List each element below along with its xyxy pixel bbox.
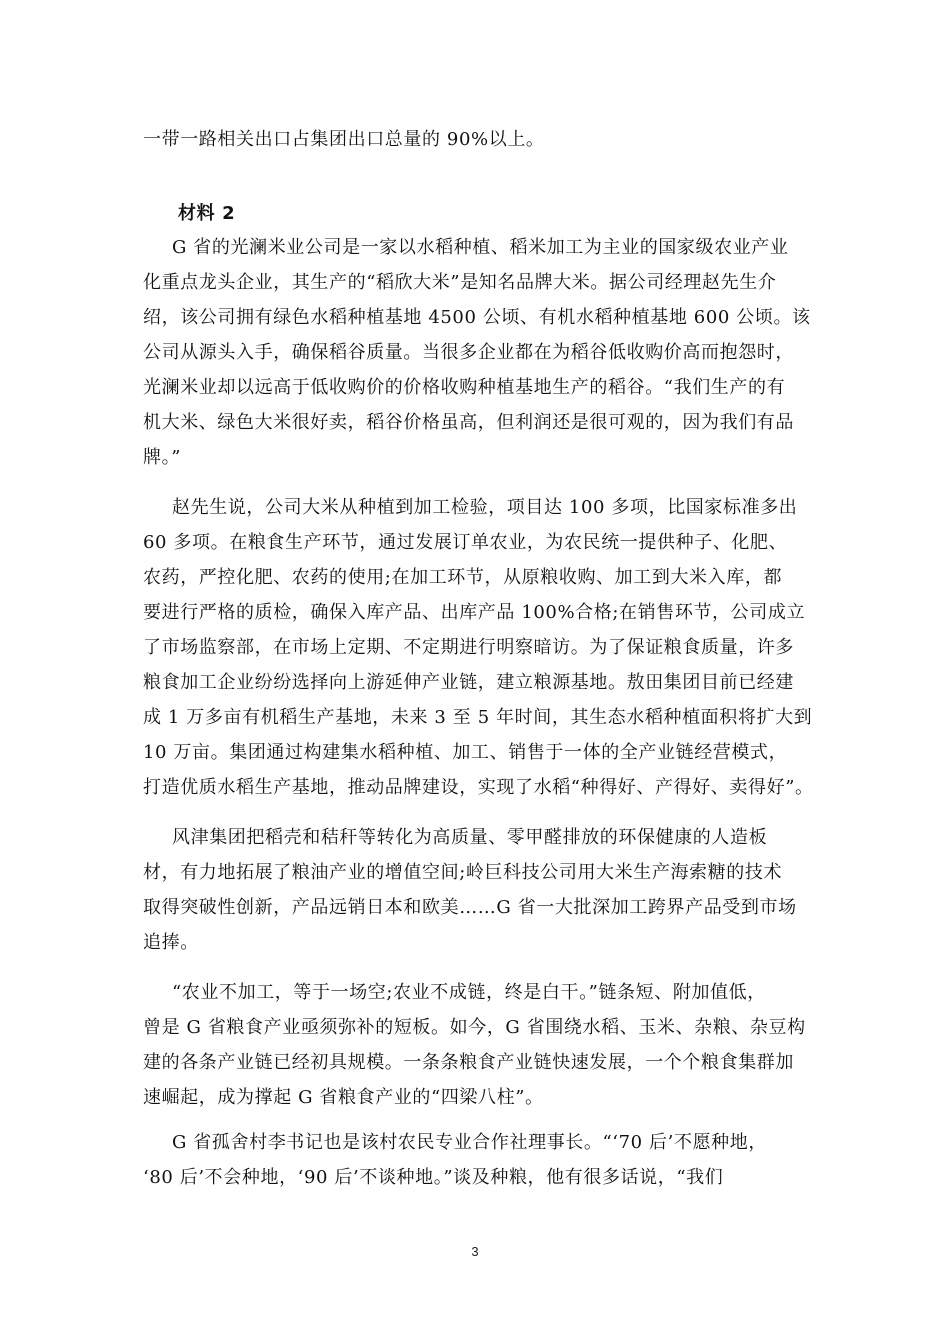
- text-line: 建的各条产业链已经初具规模。一条条粮食产业链快速发展，一个个粮食集群加: [143, 1052, 794, 1073]
- text-line: 一带一路相关出口占集团出口总量的 90%以上。: [143, 129, 545, 150]
- text-line: 化重点龙头企业，其生产的“稻欣大米”是知名品牌大米。据公司经理赵先生介: [143, 272, 777, 293]
- text-line: 绍，该公司拥有绿色水稻种植基地 4500 公顷、有机水稻种植基地 600 公顷。该: [143, 307, 811, 328]
- text-line: “农业不加工，等于一场空;农业不成链，终是白干。”链条短、附加值低，: [172, 982, 766, 1003]
- text-line: 成 1 万多亩有机稻生产基地，未来 3 至 5 年时间，其生态水稻种植面积将扩大到: [143, 707, 813, 728]
- text-line: 粮食加工企业纷纷选择向上游延伸产业链，建立粮源基地。敖田集团目前已经建: [143, 672, 794, 693]
- text-line: 要进行严格的质检，确保入库产品、出库产品 100%合格;在销售环节，公司成立: [143, 602, 806, 623]
- section-heading: 材料 2: [178, 203, 236, 224]
- text-line: 追捧。: [143, 932, 199, 953]
- text-line: 农药，严控化肥、农药的使用;在加工环节，从原粮收购、加工到大米入库，都: [143, 567, 783, 588]
- text-line: 了市场监察部，在市场上定期、不定期进行明察暗访。为了保证粮食质量，许多: [143, 637, 794, 658]
- text-line: ‘80 后’不会种地，‘90 后’不谈种地。”谈及种粮，他有很多话说，“我们: [143, 1167, 724, 1188]
- text-line: 风津集团把稻壳和秸秆等转化为高质量、零甲醛排放的环保健康的人造板: [172, 827, 768, 848]
- text-line: G 省的光澜米业公司是一家以水稻种植、稻米加工为主业的国家级农业产业: [172, 237, 789, 258]
- text-line: 速崛起，成为撑起 G 省粮食产业的“四梁八柱”。: [143, 1087, 544, 1108]
- text-line: 曾是 G 省粮食产业亟须弥补的短板。如今，G 省围绕水稻、玉米、杂粮、杂豆构: [143, 1017, 806, 1038]
- text-line: 公司从源头入手，确保稻谷质量。当很多企业都在为稻谷低收购价高而抱怨时，: [143, 342, 794, 363]
- text-line: 光澜米业却以远高于低收购价的价格收购种植基地生产的稻谷。“我们生产的有: [143, 377, 786, 398]
- text-line: 材，有力地拓展了粮油产业的增值空间;岭巨科技公司用大米生产海索糖的技术: [143, 862, 783, 883]
- text-line: 10 万亩。集团通过构建集水稻种植、加工、销售于一体的全产业链经营模式，: [143, 742, 788, 763]
- text-line: G 省孤舍村李书记也是该村农民专业合作社理事长。“‘70 后’不愿种地，: [172, 1132, 767, 1153]
- text-line: 取得突破性创新，产品远销日本和欧美……G 省一大批深加工跨界产品受到市场: [143, 897, 797, 918]
- text-line: 牌。”: [143, 447, 182, 468]
- text-line: 60 多项。在粮食生产环节，通过发展订单农业，为农民统一提供种子、化肥、: [143, 532, 788, 553]
- text-line: 机大米、绿色大米很好卖，稻谷价格虽高，但利润还是很可观的，因为我们有品: [143, 412, 794, 433]
- page-number: 3: [471, 1244, 479, 1259]
- text-line: 赵先生说，公司大米从种植到加工检验，项目达 100 多项，比国家标准多出: [172, 497, 798, 518]
- text-line: 打造优质水稻生产基地，推动品牌建设，实现了水稻“种得好、产得好、卖得好”。: [143, 777, 814, 798]
